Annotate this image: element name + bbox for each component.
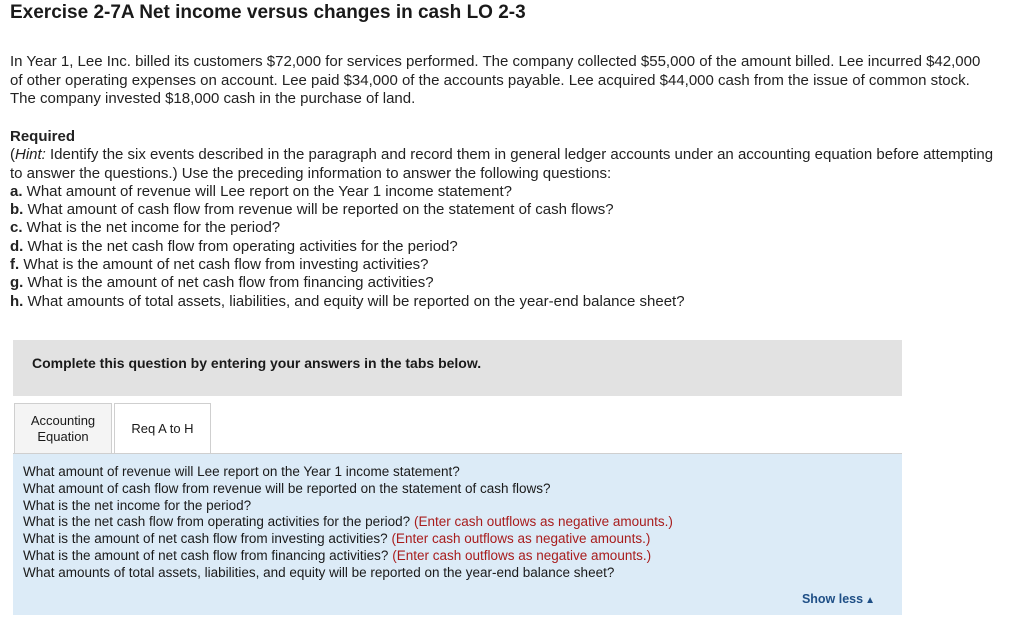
panel-question-text: What amount of revenue will Lee report on the Year 1 income statement? (23, 464, 460, 479)
question-item (10, 293, 1000, 311)
panel-question-note: (Enter cash outflows as negative amounts.) (413, 514, 673, 530)
panel-question (23, 531, 673, 548)
question-text: What is the net cash flow from operating activities for the period? (23, 237, 458, 255)
question-item (10, 183, 1000, 201)
hint-label: Hint: (15, 146, 46, 164)
question-text: What amount of cash flow from revenue will be reported on the statement of cash flows? (23, 201, 614, 219)
instruction-text: Complete this question by entering your answers in the tabs below. (32, 355, 482, 371)
question-list (10, 183, 1000, 311)
panel-question-text: What is the amount of net cash flow from investing activities? (23, 531, 388, 547)
panel-question (23, 464, 673, 481)
panel-question (23, 548, 673, 565)
required-heading: Required (10, 128, 76, 145)
panel-question-text: What is the amount of net cash flow from financing activities? (23, 547, 389, 563)
panel-question (23, 481, 673, 498)
panel-question-text: What amount of cash flow from revenue will be reported on the statement of cash flows? (23, 480, 551, 496)
required-section (10, 128, 1000, 311)
tab-label: Req A to H (131, 420, 194, 436)
problem-paragraph: In Year 1, Lee Inc. billed its customers $72,000 for services performed. The company collected $55,000 of the amount billed. Lee incurred $42,000 of other operating expenses on account. Lee paid $34,000 of the accounts payable. Lee acquired $44,000 cash from the issue of common stock. The company invested $18,000 cash in the purchase of land. (10, 53, 981, 107)
question-letter: d. (10, 237, 24, 255)
question-text: What amount of revenue will Lee report on the Year 1 income statement? (22, 182, 512, 200)
tab-panel (13, 453, 902, 615)
question-letter: h. (10, 292, 24, 310)
panel-question (23, 565, 673, 582)
question-letter: g. (10, 274, 24, 292)
panel-question-text: What is the net income for the period? (23, 497, 252, 513)
question-text: What is the net income for the period? (22, 219, 281, 237)
question-text: What is the amount of net cash flow from financing activities? (23, 274, 434, 292)
panel-question-note: (Enter cash outflows as negative amounts.) (392, 547, 652, 563)
question-item (10, 274, 1000, 292)
panel-question-text: What is the net cash flow from operating activities for the period? (23, 514, 411, 530)
question-item (10, 256, 1000, 274)
question-text: What amounts of total assets, liabilities, and equity will be reported on the year-end balance sheet? (23, 292, 685, 310)
panel-question-note: (Enter cash outflows as negative amounts.) (391, 531, 651, 547)
tab-label-line2: Equation (37, 428, 89, 444)
tab-accounting-equation[interactable] (14, 403, 112, 453)
panel-question-text: What amounts of total assets, liabilities, and equity will be reported on the year-end balance sheet? (23, 564, 615, 580)
question-item (10, 219, 1000, 237)
question-letter: a. (10, 182, 23, 200)
question-letter: c. (10, 219, 23, 237)
tab-label-line1: Accounting (30, 412, 96, 428)
instruction-banner (13, 340, 902, 396)
panel-question (23, 498, 673, 515)
page-title: Exercise 2-7A Net income versus changes in cash LO 2-3 (10, 2, 526, 23)
panel-question (23, 514, 673, 531)
question-letter: f. (10, 256, 20, 274)
question-item (10, 201, 1000, 219)
show-less-link[interactable]: Show less ▲ (801, 592, 875, 606)
question-letter: b. (10, 201, 24, 219)
hint-text: (Hint: Identify the six events described in the paragraph and record them in general ledger accounts under an accounting equation before attempting to answer the questions.) Use the preceding information to answer the following questions: (10, 146, 994, 182)
tab-req-a-to-h[interactable] (114, 403, 211, 453)
arrow-up-icon: ▲ (865, 595, 875, 606)
question-item (10, 238, 1000, 256)
question-text: What is the amount of net cash flow from investing activities? (19, 256, 429, 274)
panel-question-list (23, 464, 673, 582)
